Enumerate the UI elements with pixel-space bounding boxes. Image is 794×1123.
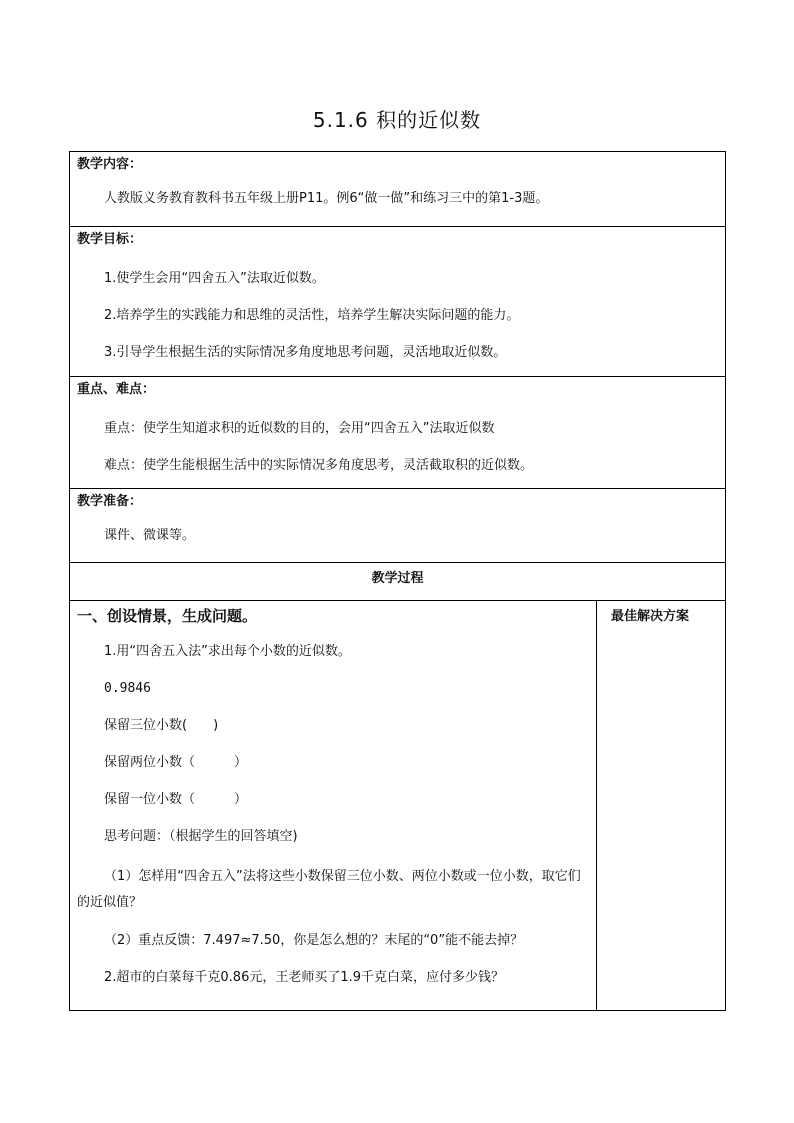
keypoint-item-1: 重点：使学生知道求积的近似数的目的，会用“四舍五入”法取近似数 [104, 421, 495, 436]
process-line-5: 保留一位小数（ ） [104, 792, 248, 807]
process-line-3: 保留三位小数( ) [104, 718, 219, 733]
goal-item-2: 2.培养学生的实践能力和思维的灵活性，培养学生解决实际问题的能力。 [104, 308, 520, 323]
process-line-4: 保留两位小数（ ） [104, 755, 248, 770]
goals-row [70, 227, 726, 377]
content-heading: 教学内容： [77, 157, 143, 172]
goal-item-3: 3.引导学生根据生活的实际情况多角度地思考问题，灵活地取近似数。 [104, 345, 507, 360]
process-header-row [70, 563, 726, 601]
content-text: 人教版义务教育教科书五年级上册P11。例6“做一做”和练习三中的第1-3题。 [104, 191, 549, 206]
prep-row [70, 489, 726, 563]
process-line-1: 1.用“四舍五入法”求出每个小数的近似数。 [104, 644, 351, 659]
goals-heading: 教学目标： [77, 232, 143, 247]
keypoint-item-2: 难点：使学生能根据生活中的实际情况多角度思考，灵活截取积的近似数。 [104, 458, 534, 473]
process-heading: 教学过程 [371, 571, 424, 586]
process-section-heading: 一、创设情景，生成问题。 [77, 607, 258, 625]
process-line-6: 思考问题：（根据学生的回答填空) [104, 829, 298, 844]
process-question-2: （2）重点反馈：7.497≈7.50，你是怎么想的？末尾的“0”能不能去掉？ [104, 933, 524, 948]
process-question-1: （1）怎样用“四舍五入”法将这些小数保留三位小数、两位小数或一位小数，取它们的近似值？ [77, 869, 581, 910]
content-row [70, 152, 726, 227]
process-problem-2: 2.超市的白菜每千克0.86元，王老师买了1.9千克白菜，应付多少钱？ [104, 970, 505, 985]
lesson-plan-table [69, 151, 726, 1011]
goal-item-1: 1.使学生会用“四舍五入”法取近似数。 [104, 271, 325, 286]
process-body-row [70, 601, 726, 1011]
page-title: 5.1.6 积的近似数 [312, 108, 482, 132]
prep-heading: 教学准备： [77, 494, 143, 509]
prep-text: 课件、微课等。 [104, 528, 196, 543]
process-line-2: 0.9846 [104, 681, 151, 696]
keypoints-row [70, 377, 726, 489]
solution-column-heading: 最佳解决方案 [611, 609, 690, 624]
keypoints-heading: 重点、难点： [77, 382, 156, 397]
